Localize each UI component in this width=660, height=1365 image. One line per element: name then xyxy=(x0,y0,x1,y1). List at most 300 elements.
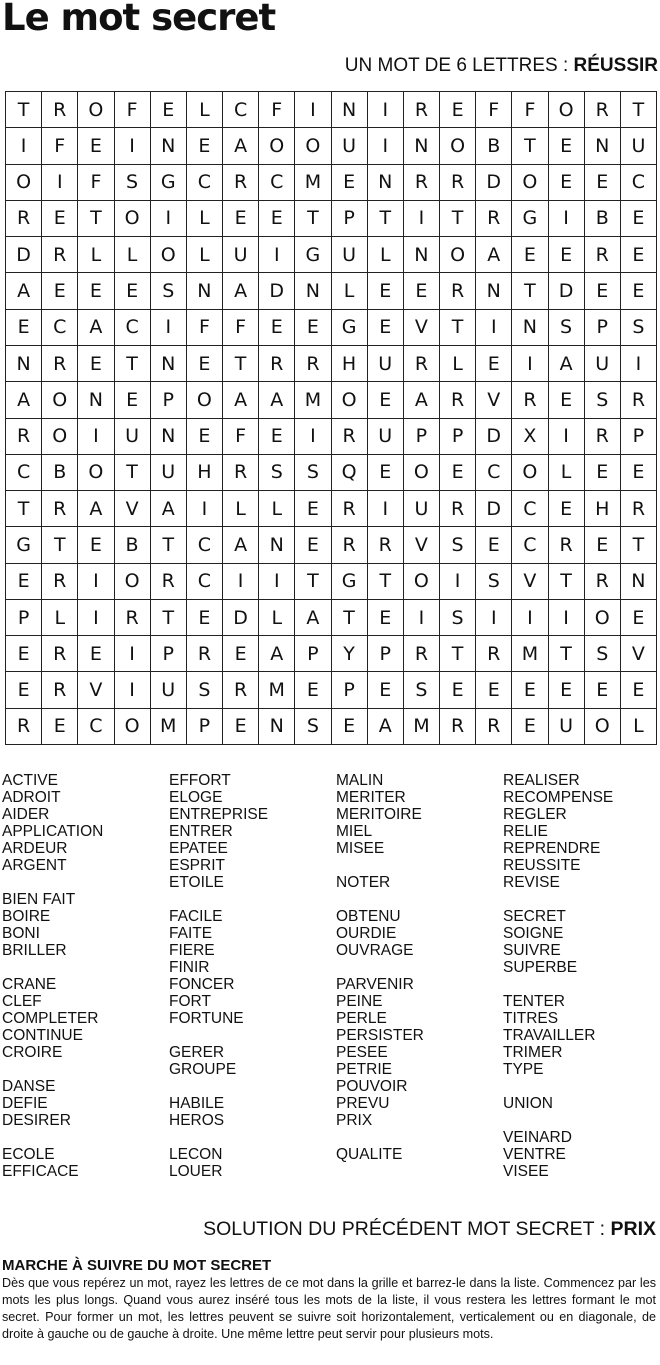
word-list-item[interactable]: PREVU xyxy=(336,1095,390,1112)
grid-cell[interactable]: O xyxy=(404,564,440,600)
grid-cell[interactable]: T xyxy=(115,346,151,382)
grid-cell[interactable]: M xyxy=(512,636,548,672)
grid-cell[interactable]: B xyxy=(42,455,78,491)
grid-cell[interactable]: A xyxy=(223,527,259,563)
grid-cell[interactable]: C xyxy=(42,310,78,346)
grid-cell[interactable]: R xyxy=(42,346,78,382)
grid-cell[interactable]: C xyxy=(187,165,223,201)
grid-cell[interactable]: U xyxy=(151,672,187,708)
grid-cell[interactable]: S xyxy=(295,709,331,745)
grid-cell[interactable]: E xyxy=(78,636,114,672)
grid-cell[interactable]: O xyxy=(115,564,151,600)
grid-cell[interactable]: T xyxy=(115,455,151,491)
grid-cell[interactable]: A xyxy=(404,382,440,418)
grid-cell[interactable]: A xyxy=(78,491,114,527)
grid-cell[interactable]: I xyxy=(476,310,512,346)
grid-cell[interactable]: E xyxy=(368,382,404,418)
grid-cell[interactable]: N xyxy=(512,310,548,346)
grid-cell[interactable]: V xyxy=(404,310,440,346)
grid-cell[interactable]: E xyxy=(332,709,368,745)
grid-cell[interactable]: E xyxy=(295,672,331,708)
grid-cell[interactable]: M xyxy=(295,382,331,418)
grid-cell[interactable]: T xyxy=(223,346,259,382)
grid-cell[interactable]: V xyxy=(404,527,440,563)
word-list-item[interactable]: BRILLER xyxy=(2,942,67,959)
grid-cell[interactable]: N xyxy=(78,382,114,418)
grid-cell[interactable]: T xyxy=(368,201,404,237)
grid-cell[interactable]: E xyxy=(187,600,223,636)
grid-cell[interactable]: I xyxy=(512,346,548,382)
word-list-item[interactable]: SUIVRE xyxy=(503,942,561,959)
grid-cell[interactable]: E xyxy=(549,128,585,164)
word-list-item[interactable]: HEROS xyxy=(169,1112,225,1129)
grid-cell[interactable]: L xyxy=(187,237,223,273)
grid-cell[interactable]: F xyxy=(78,165,114,201)
grid-cell[interactable]: R xyxy=(6,709,42,745)
grid-cell[interactable]: P xyxy=(187,709,223,745)
grid-cell[interactable]: M xyxy=(295,165,331,201)
grid-cell[interactable]: P xyxy=(368,636,404,672)
grid-cell[interactable]: F xyxy=(42,128,78,164)
grid-cell[interactable]: E xyxy=(187,128,223,164)
grid-cell[interactable]: E xyxy=(259,201,295,237)
grid-cell[interactable]: E xyxy=(115,382,151,418)
grid-cell[interactable]: E xyxy=(115,273,151,309)
grid-cell[interactable]: O xyxy=(42,419,78,455)
grid-cell[interactable]: R xyxy=(585,92,621,128)
grid-cell[interactable]: I xyxy=(78,419,114,455)
grid-cell[interactable]: E xyxy=(42,709,78,745)
word-list-item[interactable]: PRIX xyxy=(336,1112,373,1129)
word-list-item[interactable]: OBTENU xyxy=(336,908,401,925)
grid-cell[interactable]: O xyxy=(512,455,548,491)
grid-cell[interactable]: M xyxy=(404,709,440,745)
word-list-item[interactable]: FORTUNE xyxy=(169,1010,244,1027)
grid-cell[interactable]: X xyxy=(512,419,548,455)
word-list-item[interactable]: TENTER xyxy=(503,993,565,1010)
grid-cell[interactable]: T xyxy=(151,527,187,563)
grid-cell[interactable]: E xyxy=(332,165,368,201)
grid-cell[interactable]: H xyxy=(187,455,223,491)
grid-cell[interactable]: I xyxy=(42,165,78,201)
grid-cell[interactable]: C xyxy=(78,709,114,745)
word-list-item[interactable]: DESIRER xyxy=(2,1112,71,1129)
grid-cell[interactable]: E xyxy=(223,709,259,745)
grid-cell[interactable]: S xyxy=(476,564,512,600)
grid-cell[interactable]: C xyxy=(512,491,548,527)
grid-cell[interactable]: E xyxy=(295,491,331,527)
word-list-item[interactable]: FIERE xyxy=(169,942,215,959)
grid-cell[interactable]: E xyxy=(476,672,512,708)
grid-cell[interactable]: S xyxy=(585,636,621,672)
word-list-item[interactable]: MERITOIRE xyxy=(336,806,422,823)
grid-cell[interactable]: U xyxy=(621,128,657,164)
grid-cell[interactable]: P xyxy=(585,310,621,346)
grid-cell[interactable]: I xyxy=(223,564,259,600)
grid-cell[interactable]: E xyxy=(368,600,404,636)
grid-cell[interactable]: I xyxy=(404,201,440,237)
grid-cell[interactable]: R xyxy=(440,382,476,418)
word-list-item[interactable]: ELOGE xyxy=(169,789,223,806)
grid-cell[interactable]: G xyxy=(332,564,368,600)
grid-cell[interactable]: I xyxy=(151,201,187,237)
word-list-item[interactable]: TITRES xyxy=(503,1010,559,1027)
grid-cell[interactable]: E xyxy=(512,237,548,273)
grid-cell[interactable]: C xyxy=(512,527,548,563)
grid-cell[interactable]: T xyxy=(42,527,78,563)
grid-cell[interactable]: E xyxy=(585,273,621,309)
grid-cell[interactable]: T xyxy=(78,201,114,237)
word-list-item[interactable]: ADROIT xyxy=(2,789,61,806)
word-list-item[interactable]: TYPE xyxy=(503,1061,544,1078)
grid-cell[interactable]: U xyxy=(368,346,404,382)
grid-cell[interactable]: D xyxy=(6,237,42,273)
grid-cell[interactable]: E xyxy=(151,92,187,128)
grid-cell[interactable]: E xyxy=(368,672,404,708)
grid-cell[interactable]: A xyxy=(223,128,259,164)
grid-cell[interactable]: C xyxy=(223,92,259,128)
grid-cell[interactable]: M xyxy=(259,672,295,708)
grid-cell[interactable]: I xyxy=(549,600,585,636)
grid-cell[interactable]: I xyxy=(368,491,404,527)
grid-cell[interactable]: T xyxy=(440,310,476,346)
grid-cell[interactable]: N xyxy=(621,564,657,600)
grid-cell[interactable]: R xyxy=(476,709,512,745)
grid-cell[interactable]: A xyxy=(151,491,187,527)
word-list-item[interactable]: PERSISTER xyxy=(336,1027,424,1044)
word-list-item[interactable]: CONTINUE xyxy=(2,1027,83,1044)
grid-cell[interactable]: N xyxy=(187,273,223,309)
grid-cell[interactable]: B xyxy=(476,128,512,164)
grid-cell[interactable]: A xyxy=(549,346,585,382)
word-list-item[interactable]: TRIMER xyxy=(503,1044,563,1061)
word-list-item[interactable]: GERER xyxy=(169,1044,225,1061)
grid-cell[interactable]: E xyxy=(549,165,585,201)
word-list-item[interactable]: RELIE xyxy=(503,823,548,840)
grid-cell[interactable]: I xyxy=(115,128,151,164)
grid-cell[interactable]: F xyxy=(476,92,512,128)
grid-cell[interactable]: I xyxy=(6,128,42,164)
word-list-item[interactable]: SUPERBE xyxy=(503,959,578,976)
grid-cell[interactable]: R xyxy=(223,672,259,708)
grid-cell[interactable]: A xyxy=(295,600,331,636)
word-list-item[interactable]: ARDEUR xyxy=(2,840,68,857)
grid-cell[interactable]: T xyxy=(6,491,42,527)
grid-cell[interactable]: I xyxy=(78,600,114,636)
grid-cell[interactable]: L xyxy=(621,709,657,745)
word-list-item[interactable]: MALIN xyxy=(336,772,384,789)
grid-cell[interactable]: L xyxy=(223,491,259,527)
grid-cell[interactable]: N xyxy=(585,128,621,164)
grid-cell[interactable]: R xyxy=(585,564,621,600)
grid-cell[interactable]: I xyxy=(295,419,331,455)
grid-cell[interactable]: O xyxy=(440,128,476,164)
word-list-item[interactable]: BONI xyxy=(2,925,40,942)
grid-cell[interactable]: T xyxy=(332,600,368,636)
grid-cell[interactable]: G xyxy=(6,527,42,563)
grid-cell[interactable]: R xyxy=(223,455,259,491)
grid-cell[interactable]: V xyxy=(115,491,151,527)
grid-cell[interactable]: R xyxy=(42,92,78,128)
grid-cell[interactable]: R xyxy=(585,237,621,273)
word-list-item[interactable]: DEFIE xyxy=(2,1095,48,1112)
grid-cell[interactable]: S xyxy=(295,455,331,491)
grid-cell[interactable]: T xyxy=(549,636,585,672)
grid-cell[interactable]: P xyxy=(151,636,187,672)
grid-cell[interactable]: R xyxy=(476,201,512,237)
grid-cell[interactable]: T xyxy=(295,564,331,600)
grid-cell[interactable]: E xyxy=(621,201,657,237)
grid-cell[interactable]: R xyxy=(332,527,368,563)
word-list-item[interactable]: GROUPE xyxy=(169,1061,237,1078)
grid-cell[interactable]: A xyxy=(259,382,295,418)
grid-cell[interactable]: R xyxy=(187,636,223,672)
grid-cell[interactable]: E xyxy=(549,237,585,273)
word-list-item[interactable]: CROIRE xyxy=(2,1044,63,1061)
grid-cell[interactable]: U xyxy=(332,237,368,273)
grid-cell[interactable]: D xyxy=(476,419,512,455)
grid-cell[interactable]: P xyxy=(295,636,331,672)
grid-cell[interactable]: I xyxy=(404,600,440,636)
grid-cell[interactable]: A xyxy=(223,382,259,418)
grid-cell[interactable]: R xyxy=(42,636,78,672)
grid-cell[interactable]: E xyxy=(549,491,585,527)
grid-cell[interactable]: I xyxy=(476,600,512,636)
word-list-item[interactable]: TRAVAILLER xyxy=(503,1027,596,1044)
grid-cell[interactable]: R xyxy=(621,382,657,418)
grid-cell[interactable]: N xyxy=(151,419,187,455)
grid-cell[interactable]: R xyxy=(115,600,151,636)
word-list-item[interactable]: LOUER xyxy=(169,1163,223,1180)
grid-cell[interactable]: N xyxy=(295,273,331,309)
word-list-item[interactable]: MERITER xyxy=(336,789,406,806)
grid-cell[interactable]: A xyxy=(223,273,259,309)
grid-cell[interactable]: R xyxy=(440,165,476,201)
grid-cell[interactable]: E xyxy=(295,310,331,346)
grid-cell[interactable]: C xyxy=(187,527,223,563)
grid-cell[interactable]: T xyxy=(6,92,42,128)
grid-cell[interactable]: E xyxy=(368,455,404,491)
grid-cell[interactable]: U xyxy=(115,419,151,455)
word-list-item[interactable]: AIDER xyxy=(2,806,50,823)
word-list-item[interactable]: PARVENIR xyxy=(336,976,414,993)
grid-cell[interactable]: R xyxy=(621,491,657,527)
word-list-item[interactable]: BOIRE xyxy=(2,908,51,925)
grid-cell[interactable]: O xyxy=(585,709,621,745)
grid-cell[interactable]: H xyxy=(332,346,368,382)
grid-cell[interactable]: N xyxy=(259,709,295,745)
grid-cell[interactable]: R xyxy=(549,527,585,563)
word-list-item[interactable]: PEINE xyxy=(336,993,383,1010)
grid-cell[interactable]: E xyxy=(476,346,512,382)
grid-cell[interactable]: I xyxy=(151,310,187,346)
grid-cell[interactable]: O xyxy=(259,128,295,164)
grid-cell[interactable]: R xyxy=(404,346,440,382)
word-list-item[interactable]: ETOILE xyxy=(169,874,224,891)
grid-cell[interactable]: N xyxy=(6,346,42,382)
word-list-item[interactable]: VISEE xyxy=(503,1163,549,1180)
grid-cell[interactable]: E xyxy=(6,564,42,600)
grid-cell[interactable]: L xyxy=(332,273,368,309)
grid-cell[interactable]: E xyxy=(621,237,657,273)
grid-cell[interactable]: I xyxy=(115,636,151,672)
grid-cell[interactable]: T xyxy=(512,273,548,309)
word-list-item[interactable]: VENTRE xyxy=(503,1146,566,1163)
grid-cell[interactable]: O xyxy=(512,165,548,201)
grid-cell[interactable]: D xyxy=(223,600,259,636)
grid-cell[interactable]: R xyxy=(259,346,295,382)
grid-cell[interactable]: S xyxy=(440,600,476,636)
grid-cell[interactable]: C xyxy=(115,310,151,346)
grid-cell[interactable]: C xyxy=(621,165,657,201)
grid-cell[interactable]: C xyxy=(187,564,223,600)
word-list-item[interactable]: REGLER xyxy=(503,806,567,823)
word-list-item[interactable]: CRANE xyxy=(2,976,57,993)
grid-cell[interactable]: E xyxy=(621,455,657,491)
grid-cell[interactable]: E xyxy=(585,165,621,201)
grid-cell[interactable]: E xyxy=(78,273,114,309)
word-list-item[interactable]: FAITE xyxy=(169,925,213,942)
grid-cell[interactable]: I xyxy=(115,672,151,708)
grid-cell[interactable]: O xyxy=(295,128,331,164)
word-list-item[interactable]: HABILE xyxy=(169,1095,225,1112)
grid-cell[interactable]: O xyxy=(332,382,368,418)
grid-cell[interactable]: R xyxy=(151,564,187,600)
grid-cell[interactable]: V xyxy=(621,636,657,672)
grid-cell[interactable]: D xyxy=(259,273,295,309)
grid-cell[interactable]: G xyxy=(295,237,331,273)
word-list-item[interactable]: PETRIE xyxy=(336,1061,392,1078)
grid-cell[interactable]: S xyxy=(404,672,440,708)
grid-cell[interactable]: S xyxy=(585,382,621,418)
word-list-item[interactable]: REPRENDRE xyxy=(503,840,601,857)
grid-cell[interactable]: H xyxy=(585,491,621,527)
word-list-item[interactable]: REVISE xyxy=(503,874,560,891)
grid-cell[interactable]: E xyxy=(223,636,259,672)
grid-cell[interactable]: F xyxy=(223,419,259,455)
word-list-item[interactable]: EFFICACE xyxy=(2,1163,79,1180)
grid-cell[interactable]: T xyxy=(549,564,585,600)
grid-cell[interactable]: G xyxy=(512,201,548,237)
grid-cell[interactable]: U xyxy=(585,346,621,382)
grid-cell[interactable]: E xyxy=(440,92,476,128)
grid-cell[interactable]: L xyxy=(115,237,151,273)
grid-cell[interactable]: E xyxy=(78,346,114,382)
grid-cell[interactable]: I xyxy=(295,92,331,128)
grid-cell[interactable]: E xyxy=(6,310,42,346)
grid-cell[interactable]: I xyxy=(187,491,223,527)
word-list-item[interactable]: REUSSITE xyxy=(503,857,581,874)
grid-cell[interactable]: E xyxy=(476,527,512,563)
grid-cell[interactable]: I xyxy=(259,237,295,273)
word-list-item[interactable]: FINIR xyxy=(169,959,210,976)
word-list-item[interactable]: SECRET xyxy=(503,908,566,925)
grid-cell[interactable]: S xyxy=(440,527,476,563)
grid-cell[interactable]: R xyxy=(512,382,548,418)
grid-cell[interactable]: E xyxy=(512,672,548,708)
grid-cell[interactable]: R xyxy=(368,527,404,563)
grid-cell[interactable]: T xyxy=(295,201,331,237)
word-list-item[interactable]: ENTREPRISE xyxy=(169,806,269,823)
grid-cell[interactable]: S xyxy=(621,310,657,346)
grid-cell[interactable]: N xyxy=(404,237,440,273)
grid-cell[interactable]: D xyxy=(476,165,512,201)
grid-cell[interactable]: I xyxy=(78,564,114,600)
grid-cell[interactable]: C xyxy=(6,455,42,491)
grid-cell[interactable]: F xyxy=(512,92,548,128)
grid-cell[interactable]: N xyxy=(368,165,404,201)
grid-cell[interactable]: V xyxy=(78,672,114,708)
grid-cell[interactable]: P xyxy=(404,419,440,455)
grid-cell[interactable]: O xyxy=(6,165,42,201)
grid-cell[interactable]: E xyxy=(585,455,621,491)
grid-cell[interactable]: C xyxy=(259,165,295,201)
grid-cell[interactable]: P xyxy=(440,419,476,455)
grid-cell[interactable]: N xyxy=(332,92,368,128)
grid-cell[interactable]: A xyxy=(259,636,295,672)
grid-cell[interactable]: F xyxy=(187,310,223,346)
grid-cell[interactable]: E xyxy=(223,201,259,237)
grid-cell[interactable]: S xyxy=(549,310,585,346)
grid-cell[interactable]: R xyxy=(332,419,368,455)
grid-cell[interactable]: O xyxy=(115,709,151,745)
grid-cell[interactable]: P xyxy=(6,600,42,636)
grid-cell[interactable]: T xyxy=(621,527,657,563)
grid-cell[interactable]: S xyxy=(151,273,187,309)
grid-cell[interactable]: E xyxy=(621,273,657,309)
grid-cell[interactable]: L xyxy=(187,92,223,128)
grid-cell[interactable]: O xyxy=(404,455,440,491)
grid-cell[interactable]: S xyxy=(115,165,151,201)
word-list-item[interactable]: ECOLE xyxy=(2,1146,55,1163)
grid-cell[interactable]: O xyxy=(151,237,187,273)
grid-cell[interactable]: D xyxy=(476,491,512,527)
grid-cell[interactable]: T xyxy=(440,636,476,672)
grid-cell[interactable]: E xyxy=(368,273,404,309)
grid-cell[interactable]: E xyxy=(549,672,585,708)
word-list-item[interactable]: DANSE xyxy=(2,1078,56,1095)
word-list-item[interactable]: VEINARD xyxy=(503,1129,572,1146)
grid-cell[interactable]: N xyxy=(404,128,440,164)
grid-cell[interactable]: T xyxy=(512,128,548,164)
word-list-item[interactable]: ESPRIT xyxy=(169,857,225,874)
grid-cell[interactable]: I xyxy=(549,419,585,455)
grid-cell[interactable]: U xyxy=(151,455,187,491)
grid-cell[interactable]: T xyxy=(151,600,187,636)
grid-cell[interactable]: L xyxy=(368,237,404,273)
grid-cell[interactable]: E xyxy=(78,527,114,563)
grid-cell[interactable]: O xyxy=(115,201,151,237)
grid-cell[interactable]: U xyxy=(404,491,440,527)
grid-cell[interactable]: R xyxy=(332,491,368,527)
grid-cell[interactable]: L xyxy=(42,600,78,636)
grid-cell[interactable]: E xyxy=(404,273,440,309)
grid-cell[interactable]: I xyxy=(440,564,476,600)
grid-cell[interactable]: A xyxy=(368,709,404,745)
word-list-item[interactable]: SOIGNE xyxy=(503,925,564,942)
grid-cell[interactable]: G xyxy=(332,310,368,346)
grid-cell[interactable]: E xyxy=(440,672,476,708)
grid-cell[interactable]: A xyxy=(476,237,512,273)
grid-cell[interactable]: N xyxy=(476,273,512,309)
grid-cell[interactable]: R xyxy=(585,419,621,455)
grid-cell[interactable]: A xyxy=(6,273,42,309)
grid-cell[interactable]: M xyxy=(151,709,187,745)
grid-cell[interactable]: L xyxy=(440,346,476,382)
grid-cell[interactable]: R xyxy=(42,564,78,600)
grid-cell[interactable]: E xyxy=(621,600,657,636)
grid-cell[interactable]: R xyxy=(440,491,476,527)
